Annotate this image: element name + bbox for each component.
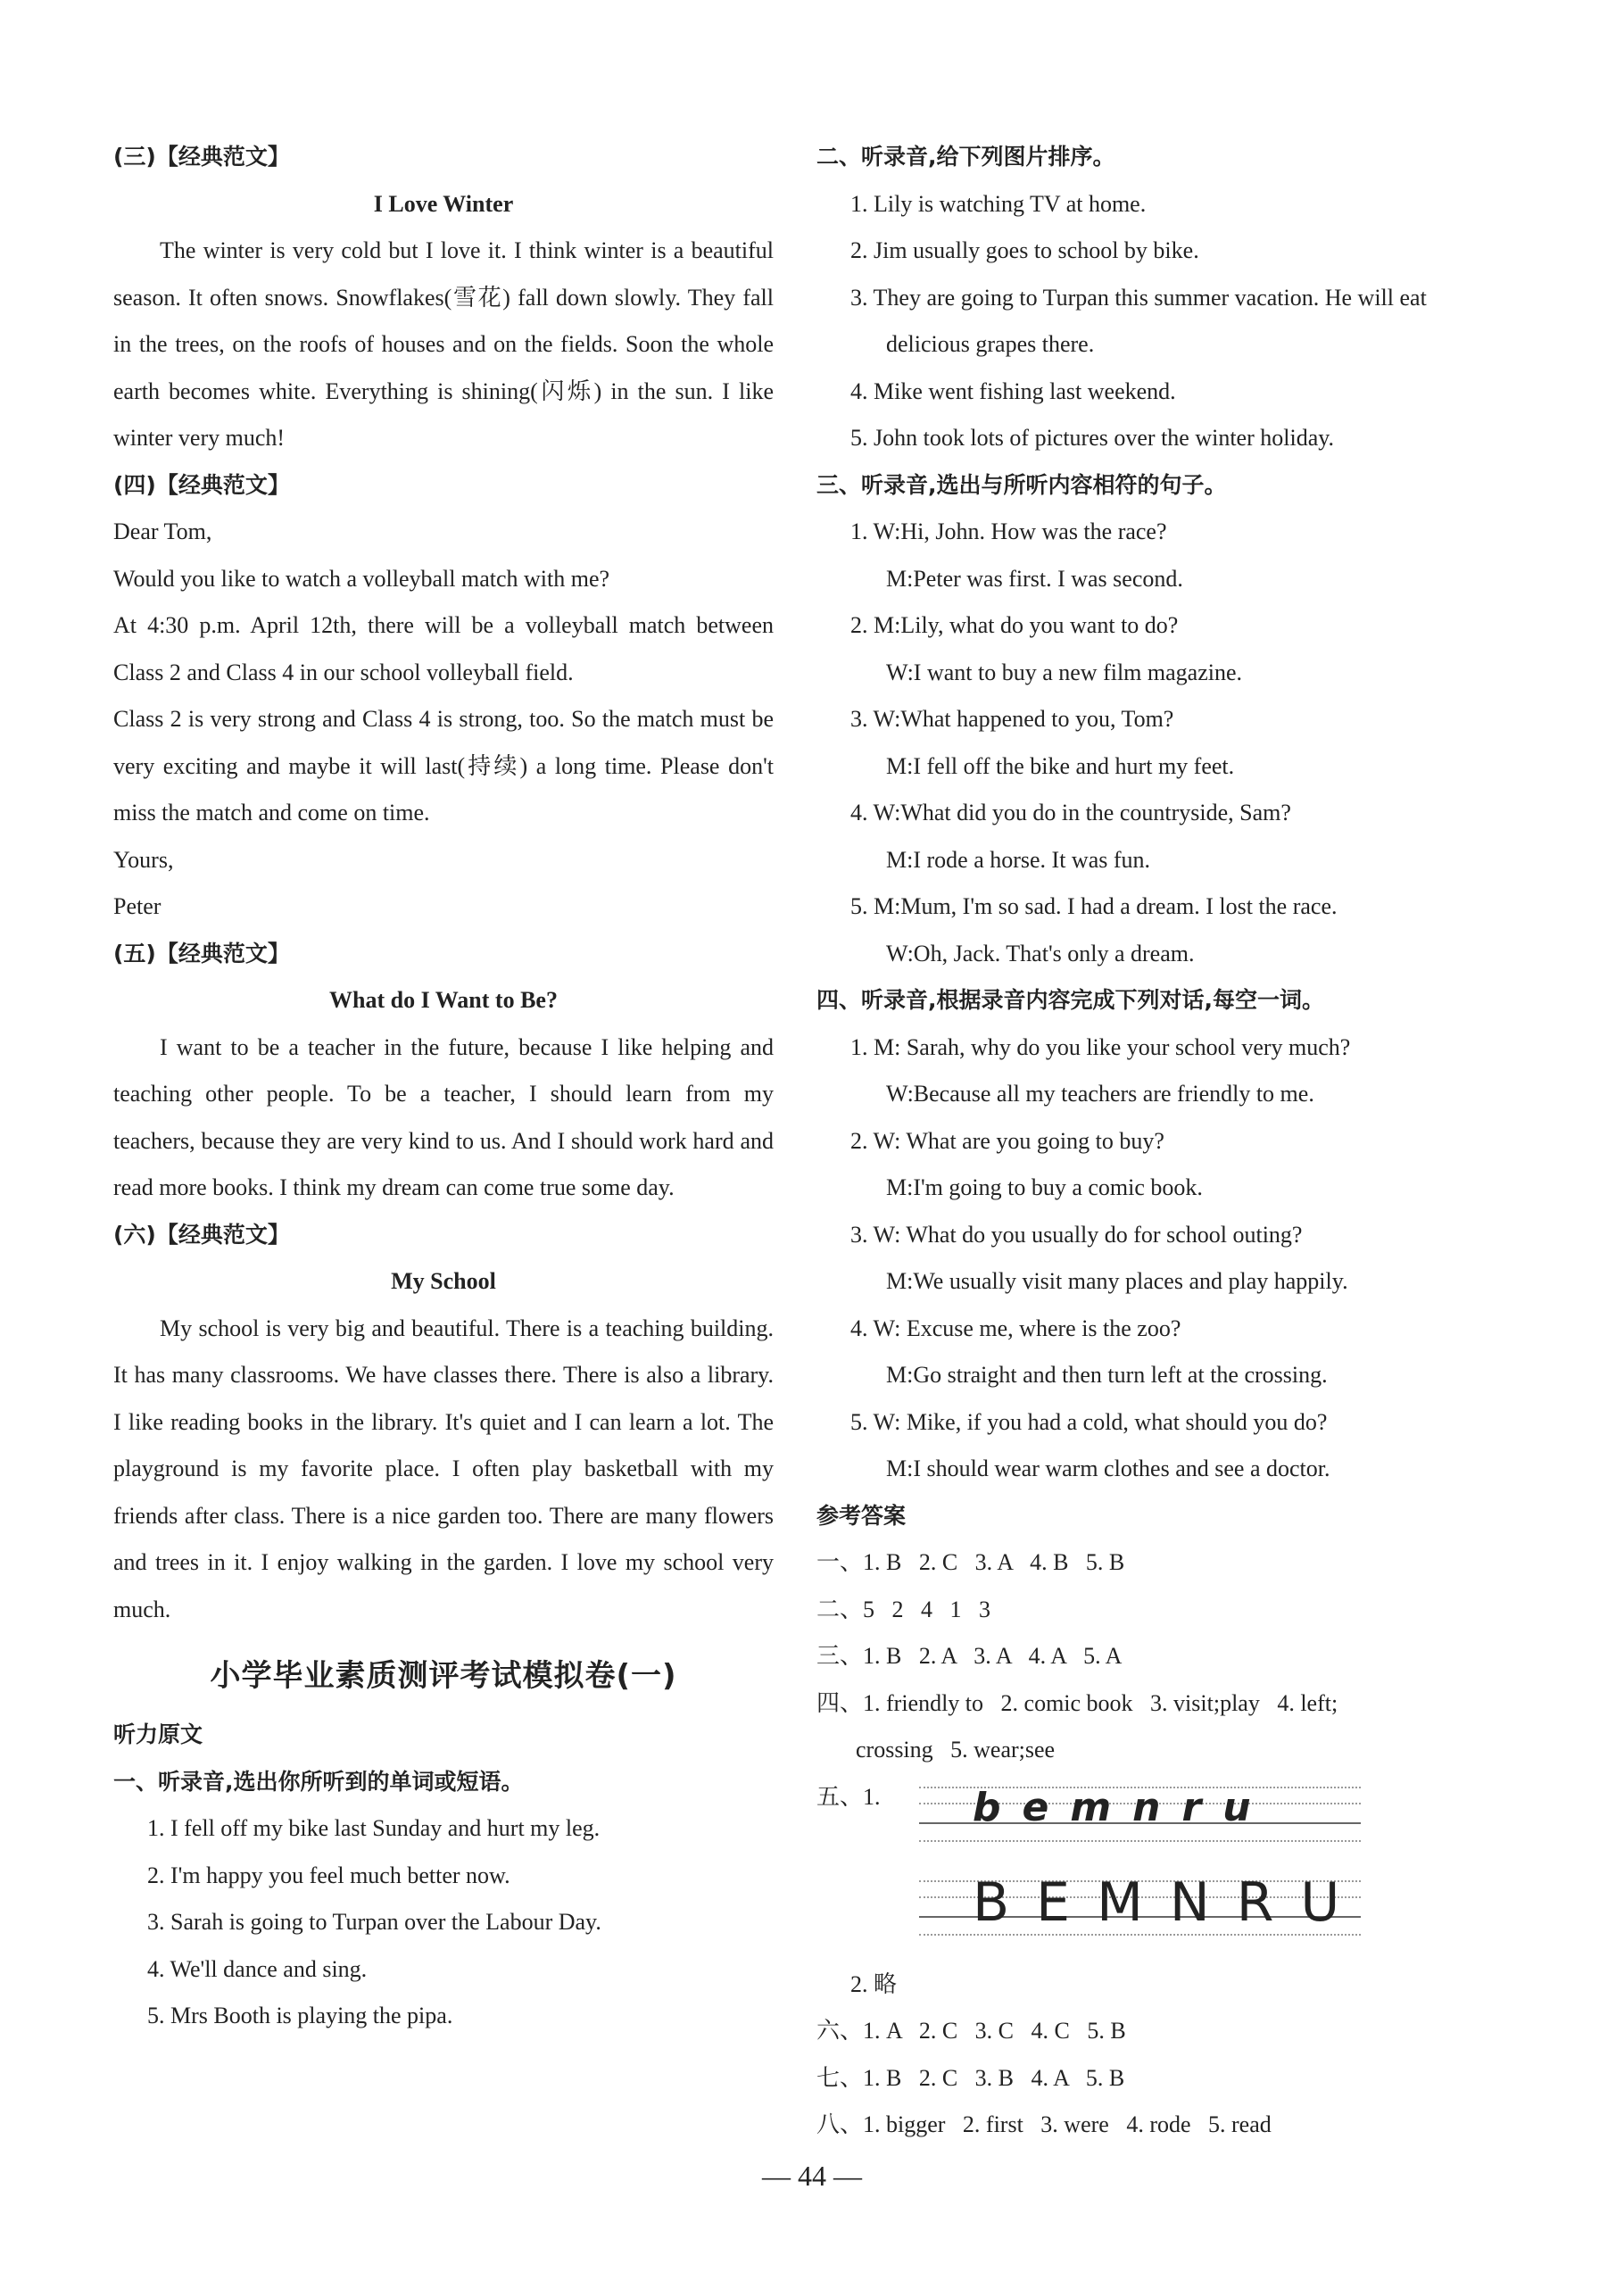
page-number: — 44 — [762, 2160, 862, 2192]
handwriting-lines-lowercase [919, 1783, 1361, 1846]
answer-4-line-2: crossing 5. wear;see [856, 1737, 1056, 1763]
letter-signature: Peter [113, 893, 162, 919]
answer-5-part-2: 2. 略 [850, 1970, 898, 1997]
left-column [113, 134, 774, 2040]
q3-line: M:I fell off the bike and hurt my feet. [886, 752, 1235, 779]
letter-line-3: Class 2 is very strong and Class 4 is strong, too. So the match must be very exciting and maybe it will last(持续) a long time. Please don't miss the match and come on time. [113, 706, 774, 825]
essay-title-want-to-be: What do I Want to Be? [329, 987, 558, 1013]
answer-2: 二、5 2 4 1 3 [816, 1596, 991, 1622]
letter-line-2: At 4:30 p.m. April 12th, there will be a volleyball match between Class 2 and Class 4 in our school volleyball field. [113, 612, 774, 685]
letter-closing: Yours, [113, 846, 174, 873]
q1-item: 3. Sarah is going to Turpan over the Labour Day. [147, 1909, 601, 1935]
section-3-heading: (三)【经典范文】 [113, 144, 290, 170]
uppercase-letters: BEMNRU [973, 1870, 1367, 1934]
answer-5-writing-block [816, 1774, 1477, 1962]
q4-line: 5. W: Mike, if you had a cold, what should you do? [850, 1408, 1328, 1435]
q4-line: 2. W: What are you going to buy? [850, 1127, 1164, 1154]
q4-line: M:I'm going to buy a comic book. [886, 1174, 1203, 1200]
lowercase-letters: bemnru [973, 1784, 1272, 1830]
answer-3: 三、1. B 2. A 3. A 4. A 5. A [816, 1643, 1123, 1669]
q4-line: 4. W: Excuse me, where is the zoo? [850, 1315, 1181, 1341]
q3-line: M:I rode a horse. It was fun. [886, 846, 1151, 873]
q3-line: 4. W:What did you do in the countryside, Sam? [850, 800, 1291, 825]
question-3-heading: 三、听录音,选出与所听内容相符的句子。 [816, 471, 1227, 498]
q2-item: 1. Lily is watching TV at home. [850, 190, 1147, 217]
question-1-heading: 一、听录音,选出你所听到的单词或短语。 [113, 1768, 524, 1795]
q4-line: 3. W: What do you usually do for school outing? [850, 1221, 1303, 1248]
q4-line: M:I should wear warm clothes and see a doctor. [886, 1456, 1330, 1481]
answer-1: 一、1. B 2. C 3. A 4. B 5. B [816, 1549, 1125, 1575]
right-column [816, 134, 1477, 2149]
section-4-heading: (四)【经典范文】 [113, 471, 290, 498]
answer-7: 七、1. B 2. C 3. B 4. A 5. B [816, 2064, 1125, 2091]
q3-line: W:Oh, Jack. That's only a dream. [886, 940, 1195, 966]
question-4-heading: 四、听录音,根据录音内容完成下列对话,每空一词。 [816, 987, 1324, 1013]
q3-line: W:I want to buy a new film magazine. [886, 659, 1243, 685]
essay-want-to-be-text: I want to be a teacher in the future, because I like helping and teaching other people. To be a teacher, I should learn from my teachers, because they are very kind to us. And I should work hard and read more books. I think my dream can come true some day. [113, 1033, 774, 1200]
section-6-heading: (六)【经典范文】 [113, 1221, 290, 1248]
q3-line: 1. W:Hi, John. How was the race? [850, 518, 1167, 544]
q2-item: 5. John took lots of pictures over the winter holiday. [850, 425, 1335, 451]
q4-line: M:We usually visit many places and play happily. [886, 1268, 1348, 1294]
question-2-heading: 二、听录音,给下列图片排序。 [816, 144, 1115, 170]
listening-heading: 听力原文 [113, 1721, 203, 1747]
q1-item: 4. We'll dance and sing. [147, 1955, 368, 1982]
q1-item: 5. Mrs Booth is playing the pipa. [147, 2003, 453, 2028]
essay-title-winter: I Love Winter [373, 190, 514, 217]
essay-title-my-school: My School [391, 1268, 496, 1294]
section-5-heading: (五)【经典范文】 [113, 940, 290, 966]
essay-my-school-text: My school is very big and beautiful. There is a teaching building. It has many classrooms. We have classes there. There is also a library. I like reading books in the library. It's quiet and I can learn a lot. The playground is my favorite place. I often play basketball with my friends after class. There is a nice garden too. There are many flowers and trees in it. I enjoy walking in the garden. I love my school very much. [113, 1315, 774, 1622]
q4-line: W:Because all my teachers are friendly to me. [886, 1081, 1314, 1107]
q2-item: 4. Mike went fishing last weekend. [850, 377, 1176, 404]
answers-heading: 参考答案 [816, 1502, 907, 1529]
handwriting-lines-uppercase [919, 1870, 1367, 1939]
q3-line: M:Peter was first. I was second. [886, 565, 1183, 592]
q4-line: 1. M: Sarah, why do you like your school very much? [850, 1033, 1351, 1060]
q1-item: 1. I fell off my bike last Sunday and hurt my leg. [147, 1815, 601, 1841]
q3-line: 2. M:Lily, what do you want to do? [850, 612, 1179, 638]
q2-item: 2. Jim usually goes to school by bike. [850, 237, 1199, 263]
letter-greeting: Dear Tom, [113, 518, 212, 544]
q2-item: 3. They are going to Turpan this summer vacation. He will eat delicious grapes there. [850, 284, 1427, 357]
q3-line: 3. W:What happened to you, Tom? [850, 706, 1174, 732]
q3-line: 5. M:Mum, I'm so sad. I had a dream. I lost the race. [850, 893, 1338, 919]
answer-4-line-1: 四、1. friendly to 2. comic book 3. visit;play 4. left; [816, 1689, 1338, 1716]
exam-title: 小学毕业素质测评考试模拟卷(一) [210, 1658, 677, 1694]
q4-line: M:Go straight and then turn left at the crossing. [886, 1362, 1328, 1388]
letter-line-1: Would you like to watch a volleyball match with me? [113, 565, 610, 592]
essay-winter-text: The winter is very cold but I love it. I think winter is a beautiful season. It often snows. Snowflakes(雪花) fall down slowly. They fall in the trees, on the roofs of houses and on the fields. Soon the whole earth becomes white. Everything is shining(闪烁) in the sun. I like winter very much! [113, 237, 774, 451]
answer-6: 六、1. A 2. C 3. C 4. C 5. B [816, 2018, 1126, 2044]
q1-item: 2. I'm happy you feel much better now. [147, 1862, 510, 1888]
answer-8: 八、1. bigger 2. first 3. were 4. rode 5. read [816, 2111, 1272, 2137]
answer-5-label: 五、1. [816, 1783, 881, 1810]
